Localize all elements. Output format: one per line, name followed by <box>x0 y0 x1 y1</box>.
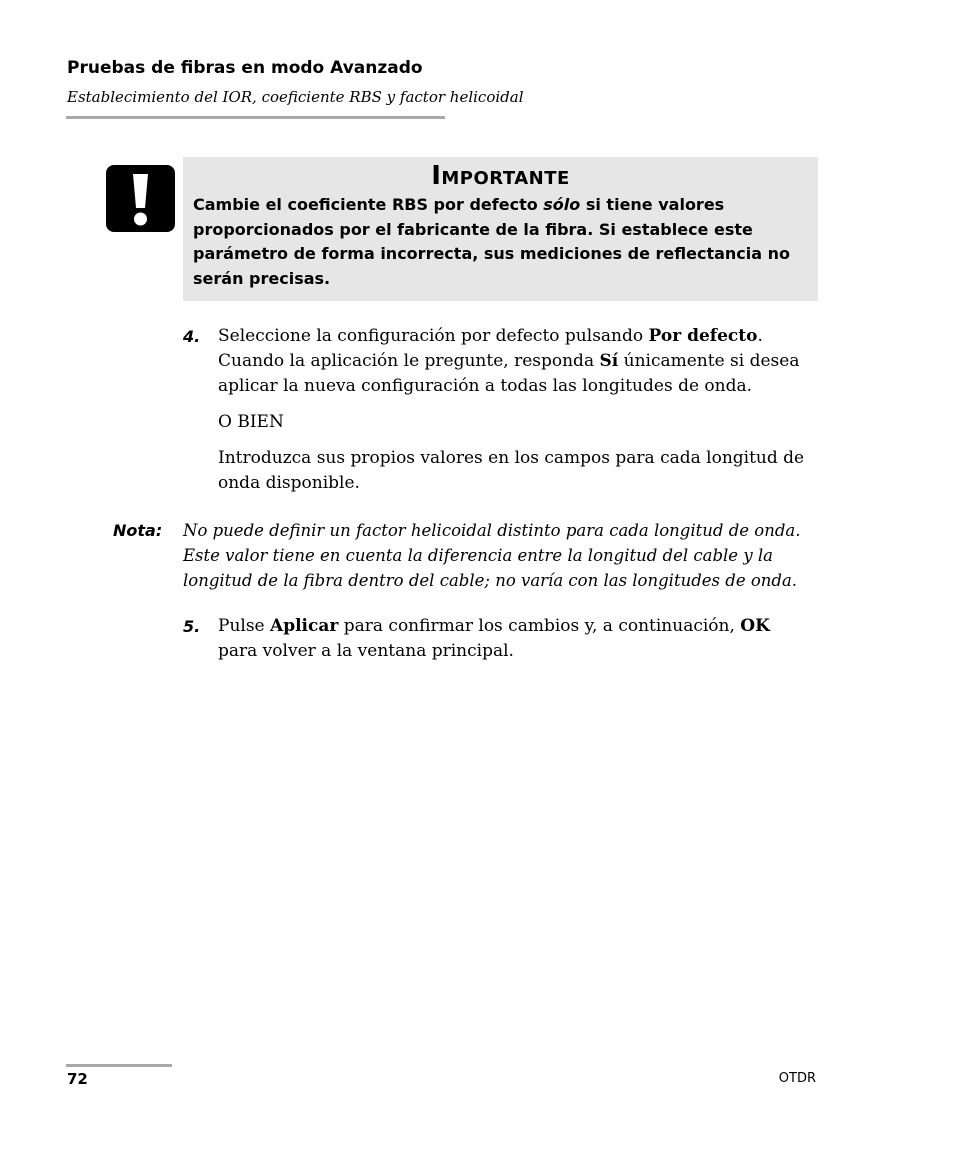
product-name: OTDR <box>778 1071 816 1086</box>
step-text: . Cuando la aplicación le pregunte, responda <box>218 326 763 371</box>
step-4-text <box>218 324 803 399</box>
step-number: 5. <box>183 617 201 636</box>
section-title: Pruebas de fibras en modo Avanzado <box>67 58 423 78</box>
exclamation-icon <box>106 165 175 232</box>
important-callout <box>183 157 818 301</box>
important-text-part: si tiene valores proporcionados por el fabricante de la fibra. Si establece este parámetro de forma incorrecta, sus mediciones de reflectancia no serán precisas. <box>193 195 791 288</box>
step-4 <box>183 324 803 399</box>
button-ref-por-defecto: Por defecto <box>648 326 758 346</box>
section-subtitle: Establecimiento del IOR, coeficiente RBS y factor helicoidal <box>67 88 524 106</box>
important-title: Importante <box>431 161 570 191</box>
step-5-text <box>218 614 803 664</box>
header-divider <box>66 116 445 119</box>
footer-divider <box>66 1064 172 1067</box>
important-text-emphasis: sólo <box>543 195 581 214</box>
step-number: 4. <box>183 327 201 346</box>
important-text-part: Cambie el coeficiente RBS por defecto <box>193 195 544 214</box>
important-text <box>193 193 808 291</box>
step-4-alternative: Introduzca sus propios valores en los campos para cada longitud de onda disponible. <box>218 448 805 493</box>
step-text: únicamente si desea aplicar la nueva configuración a todas las longitudes de onda. <box>218 351 800 396</box>
step-text: para volver a la ventana principal. <box>218 641 514 661</box>
note-text: No puede definir un factor helicoidal distinto para cada longitud de onda. Este valor tiene en cuenta la diferencia entre la longitud del cable y la longitud de la fibra dentro del cable; no varía con las longitudes de onda. <box>183 521 801 590</box>
step-text: Pulse <box>218 616 271 636</box>
button-ref-ok: OK <box>740 616 770 636</box>
page-number: 72 <box>67 1070 88 1088</box>
step-5 <box>183 614 803 664</box>
button-ref-aplicar: Aplicar <box>270 616 339 636</box>
exclamation-icon-glyph <box>106 165 175 232</box>
note-label: Nota: <box>113 521 163 540</box>
or-separator: O BIEN <box>218 412 284 432</box>
step-text: para confirmar los cambios y, a continuación, <box>338 616 741 636</box>
answer-ref-si: Sí <box>599 351 619 371</box>
step-text: Seleccione la configuración por defecto pulsando <box>218 326 649 346</box>
